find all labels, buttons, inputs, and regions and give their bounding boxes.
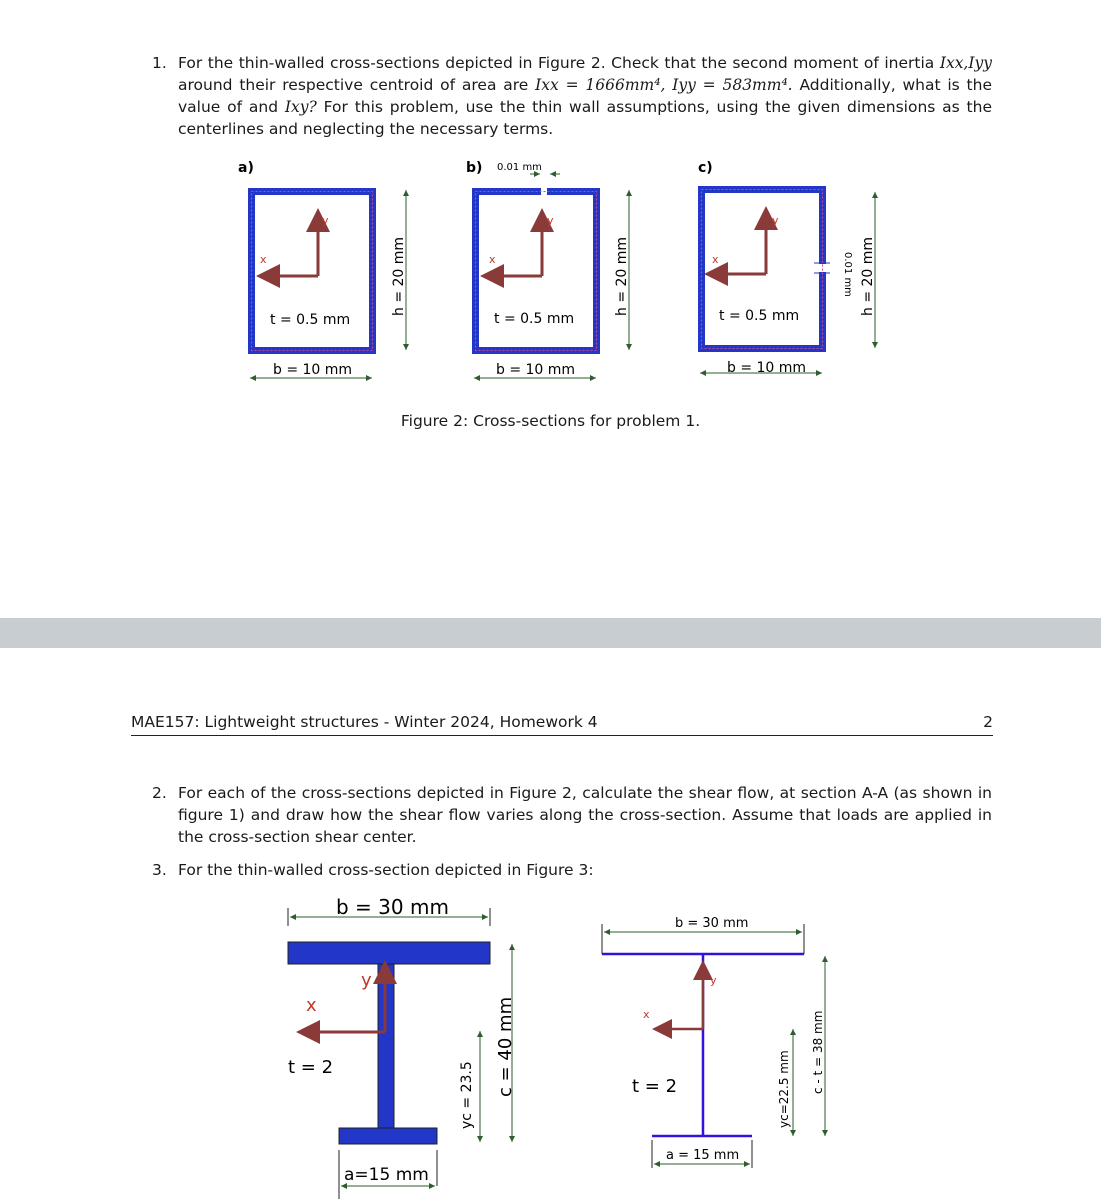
problem-1-text-b: around their respective centroid of area are — [178, 76, 529, 94]
panel-a-y-label: y — [322, 214, 329, 227]
ixx-equation: Ixx = 1666mm⁴, — [535, 76, 666, 94]
panel-b-b-label: b = 10 mm — [496, 362, 576, 378]
left-c-label: c = 40 mm — [495, 996, 516, 1097]
left-t-label: t = 2 — [288, 1057, 334, 1078]
right-ct-label: c - t = 38 mm — [811, 1010, 825, 1094]
right-t-label: t = 2 — [632, 1076, 678, 1097]
figure-2 — [200, 150, 900, 390]
left-x-label: x — [306, 995, 317, 1016]
panel-a-x-label: x — [260, 253, 267, 266]
page-number: 2 — [983, 713, 993, 731]
page-separator — [0, 618, 1101, 648]
ixx-iyy-symbol: Ixx,Iyy — [939, 54, 992, 72]
ixy-symbol: Ixy? — [284, 98, 317, 116]
panel-b-y-label: y — [547, 214, 554, 227]
problem-1-text-c: Additionally, what is the value of and — [178, 76, 992, 116]
problem-1-text-a: For the thin-walled cross-sections depicted in Figure 2. Check that the second moment of inertia — [178, 54, 935, 72]
panel-a-label: a) — [238, 160, 254, 176]
problem-1-number: 1. — [152, 54, 167, 72]
left-yc-label: yc = 23.5 — [459, 1061, 475, 1129]
panel-b — [466, 160, 630, 378]
problem-3 — [152, 859, 992, 881]
right-b-label: b = 30 mm — [675, 916, 749, 931]
course-title: MAE157: Lightweight structures - Winter 2024, Homework 4 — [131, 713, 598, 731]
problem-1-text-d: For this problem, use the thin wall assumptions, using the given dimensions as the centerlines and neglecting the necessary terms. — [178, 98, 992, 138]
problem-1 — [152, 52, 992, 140]
panel-c-y-label: y — [772, 214, 779, 227]
right-a-label: a = 15 mm — [666, 1148, 740, 1163]
figure-3-left — [288, 895, 516, 1199]
problem-2-text: For each of the cross-sections depicted in Figure 2, calculate the shear flow, at section A-A (as shown in figure 1) and draw how the shear flow varies along the cross-section. Assume that loads are applied in the cross-section shear center. — [178, 784, 992, 846]
problem-3-text: For the thin-walled cross-section depicted in Figure 3: — [178, 861, 594, 879]
left-b-label: b = 30 mm — [336, 895, 449, 919]
panel-c-x-label: x — [712, 253, 719, 266]
panel-c-label: c) — [698, 160, 713, 176]
panel-a-b-label: b = 10 mm — [273, 362, 353, 378]
panel-a — [238, 160, 407, 378]
panel-c-h-label: h = 20 mm — [860, 236, 876, 316]
right-x-label: x — [643, 1008, 650, 1021]
problem-2-number: 2. — [152, 784, 167, 802]
panel-c-t-label: t = 0.5 mm — [719, 308, 800, 324]
left-y-label: y — [361, 970, 372, 991]
panel-a-h-label: h = 20 mm — [391, 236, 407, 316]
panel-c — [698, 160, 876, 376]
right-y-label: y — [710, 974, 717, 987]
panel-c-gap-label: 0.01 mm — [842, 252, 853, 297]
panel-b-x-label: x — [489, 253, 496, 266]
left-a-label: a=15 mm — [344, 1165, 429, 1185]
left-top-flange — [288, 942, 490, 964]
problem-2 — [152, 782, 992, 848]
figure-2-caption: Figure 2: Cross-sections for problem 1. — [400, 412, 701, 430]
panel-a-t-label: t = 0.5 mm — [270, 312, 351, 328]
figure-3-right — [602, 916, 825, 1168]
left-bottom-flange — [339, 1128, 437, 1144]
panel-b-t-label: t = 0.5 mm — [494, 311, 575, 327]
iyy-equation: Iyy = 583mm⁴. — [672, 76, 793, 94]
panel-c-b-label: b = 10 mm — [727, 360, 807, 376]
page-header — [131, 711, 993, 736]
panel-b-label: b) — [466, 160, 483, 176]
figure-3 — [270, 890, 870, 1199]
right-yc-label: yc=22.5 mm — [777, 1050, 791, 1128]
panel-b-h-label: h = 20 mm — [614, 236, 630, 316]
problem-3-number: 3. — [152, 861, 167, 879]
panel-b-gap-label: 0.01 mm — [497, 162, 542, 173]
